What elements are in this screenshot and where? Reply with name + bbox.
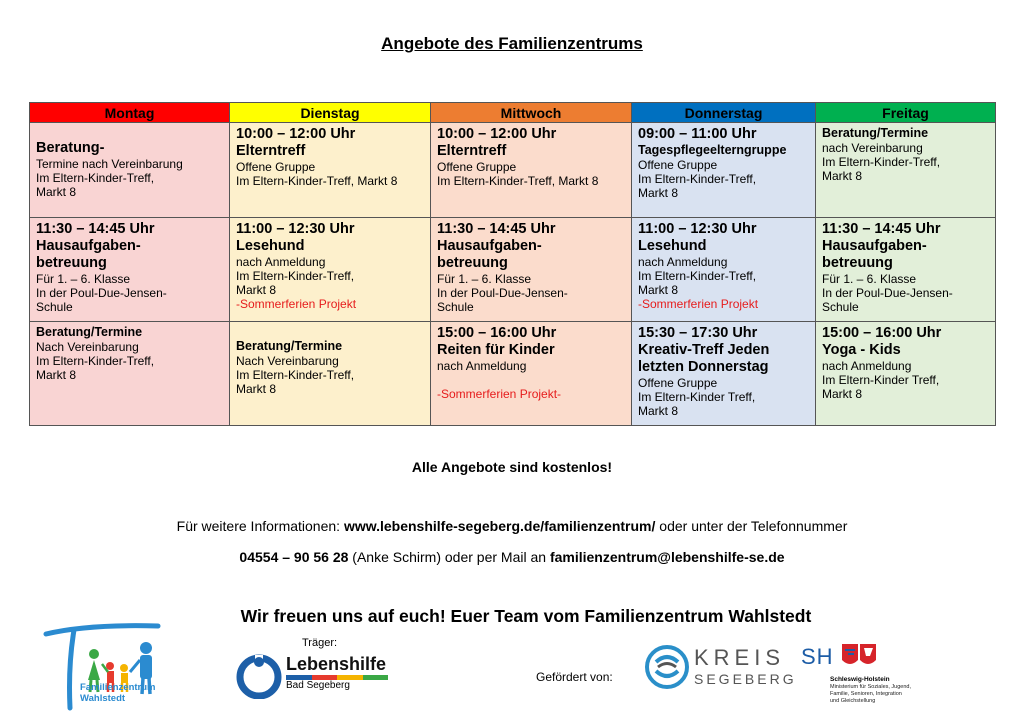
sh-ministry-line-1: Ministerium für Soziales, Jugend, <box>830 684 912 690</box>
info-post: oder unter der Telefonnummer <box>655 518 848 534</box>
schedule-table <box>29 102 996 426</box>
cell-line: nach Anmeldung <box>822 359 912 373</box>
cell-line: 15:30 – 17:30 Uhr <box>638 325 758 341</box>
day-header-dienstag: Dienstag <box>230 103 431 123</box>
cell-line: Nach Vereinbarung <box>236 354 339 368</box>
email-link[interactable]: familienzentrum@lebenshilfe-se.de <box>549 549 785 565</box>
cell-line: Offene Gruppe <box>638 376 718 390</box>
schedule-cell <box>632 123 816 218</box>
schedule-cell <box>30 218 230 322</box>
lebenshilfe-name: Lebenshilfe <box>286 654 387 674</box>
sh-state-name: Schleswig-Holstein <box>830 676 890 683</box>
cell-line: Offene Gruppe <box>638 158 718 172</box>
cell-line: 11:30 – 14:45 Uhr <box>822 221 941 237</box>
cell-line: Elterntreff <box>437 143 507 159</box>
kreis-name: KREIS <box>694 645 786 670</box>
cell-line: Schule <box>36 300 73 314</box>
cell-line: Hausaufgaben- <box>437 238 542 254</box>
schedule-cell <box>431 218 632 322</box>
cell-line: In der Poul-Due-Jensen- <box>437 286 568 300</box>
cell-line: Im Eltern-Kinder Treff, <box>822 373 940 387</box>
cell-line: Markt 8 <box>638 186 679 200</box>
free-note: Alle Angebote sind kostenlos! <box>411 459 613 475</box>
cell-line: Markt 8 <box>236 382 277 396</box>
cell-spacer <box>437 373 625 387</box>
cell-line: 10:00 – 12:00 Uhr <box>236 126 356 142</box>
day-header-mittwoch: Mittwoch <box>431 103 632 123</box>
cell-spacer <box>36 126 223 140</box>
cell-line: Im Eltern-Kinder-Treff, <box>638 172 757 186</box>
schedule-cell <box>632 218 816 322</box>
cell-line: nach Anmeldung <box>638 255 728 269</box>
schedule-cell <box>816 322 996 426</box>
schedule-row <box>30 123 996 218</box>
cell-line: nach Anmeldung <box>437 359 527 373</box>
cell-line: Für 1. – 6. Klasse <box>437 272 532 286</box>
schedule-cell <box>230 218 431 322</box>
cell-line: Nach Vereinbarung <box>36 340 139 354</box>
info-pre: Für weitere Informationen: <box>176 518 344 534</box>
cell-line: nach Vereinbarung <box>822 141 923 155</box>
schedule-row <box>30 322 996 426</box>
cell-line: Im Eltern-Kinder-Treff, <box>236 269 355 283</box>
cell-line: Yoga - Kids <box>822 342 901 358</box>
schedule-cell <box>816 218 996 322</box>
fz-line-2: Wahlstedt <box>80 693 126 704</box>
cell-line: Offene Gruppe <box>236 160 316 174</box>
cell-line: 09:00 – 11:00 Uhr <box>638 126 757 142</box>
cell-line: 10:00 – 12:00 Uhr <box>437 126 557 142</box>
phone-number: 04554 – 90 56 28 <box>239 549 349 565</box>
schedule-cell <box>230 322 431 426</box>
cell-line: Im Eltern-Kinder-Treff, <box>822 155 941 169</box>
cell-line: Beratung/Termine <box>822 126 929 140</box>
sh-abbr: SH <box>801 644 834 669</box>
cell-line: Elterntreff <box>236 143 306 159</box>
schedule-row <box>30 218 996 322</box>
day-header-row <box>30 103 996 123</box>
cell-line: In der Poul-Due-Jensen- <box>36 286 167 300</box>
cell-line: Kreativ-Treff Jeden <box>638 342 770 358</box>
cell-line: 11:30 – 14:45 Uhr <box>36 221 155 237</box>
cell-line: Im Eltern-Kinder-Treff, <box>638 269 757 283</box>
cell-line: Lesehund <box>236 238 305 254</box>
cell-line: Für 1. – 6. Klasse <box>36 272 131 286</box>
cell-line: -Sommerferien Projekt <box>638 297 759 311</box>
cell-line: Hausaufgaben- <box>36 238 141 254</box>
cell-line: -Sommerferien Projekt- <box>437 387 562 401</box>
sh-crest-icon <box>840 642 880 670</box>
cell-line: Lesehund <box>638 238 707 254</box>
schedule-cell <box>30 322 230 426</box>
cell-line: Markt 8 <box>36 185 77 199</box>
cell-line: Markt 8 <box>236 283 277 297</box>
day-header-freitag: Freitag <box>816 103 996 123</box>
cell-line: Hausaufgaben- <box>822 238 927 254</box>
day-header-montag: Montag <box>30 103 230 123</box>
cell-line: Markt 8 <box>36 368 77 382</box>
cell-line: Beratung/Termine <box>236 339 343 353</box>
cell-line: Schule <box>437 300 474 314</box>
cell-line: Markt 8 <box>822 169 863 183</box>
cell-line: 11:30 – 14:45 Uhr <box>437 221 556 237</box>
cell-line: Markt 8 <box>822 387 863 401</box>
cell-line: Im Eltern-Kinder-Treff, Markt 8 <box>437 174 599 188</box>
schedule-cell <box>30 123 230 218</box>
familienzentrum-logo-text <box>80 682 156 704</box>
cell-spacer <box>236 325 424 339</box>
day-header-donnerstag: Donnerstag <box>632 103 816 123</box>
schedule-cell <box>816 123 996 218</box>
cell-line: Reiten für Kinder <box>437 342 555 358</box>
gefoerdert-label: Gefördert von: <box>536 670 613 684</box>
cell-line: Beratung- <box>36 140 105 156</box>
cell-line: Markt 8 <box>638 404 679 418</box>
schedule-cell <box>230 123 431 218</box>
cell-line: Für 1. – 6. Klasse <box>822 272 917 286</box>
cell-line: Im Eltern-Kinder-Treff, <box>36 171 155 185</box>
cell-line: Im Eltern-Kinder-Treff, <box>236 368 355 382</box>
sh-ministry-line-3: und Gleichstellung <box>830 698 876 704</box>
sh-ministry <box>830 684 911 705</box>
cell-line: Tagespflegeelterngruppe <box>638 143 787 157</box>
lebenshilfe-sub: Bad Segeberg <box>286 680 350 691</box>
info-line-2 <box>0 549 1024 565</box>
traeger-label: Träger: <box>302 637 338 649</box>
cell-line: Beratung/Termine <box>36 325 143 339</box>
cell-line: Offene Gruppe <box>437 160 517 174</box>
cell-line: 15:00 – 16:00 Uhr <box>822 325 942 341</box>
cell-line: Im Eltern-Kinder Treff, <box>638 390 756 404</box>
info-line-1 <box>0 518 1024 534</box>
cell-line: Markt 8 <box>638 283 679 297</box>
cell-line: Termine nach Vereinbarung <box>36 157 183 171</box>
cell-line: 15:00 – 16:00 Uhr <box>437 325 557 341</box>
info-url-link[interactable]: www.lebenshilfe-segeberg.de/familienzentrum/ <box>343 518 656 534</box>
cell-line: betreuung <box>437 255 508 271</box>
cell-line: In der Poul-Due-Jensen- <box>822 286 953 300</box>
fz-line-1: Familienzentrum <box>80 682 156 693</box>
cell-line: 11:00 – 12:30 Uhr <box>236 221 355 237</box>
cell-line: Schule <box>822 300 859 314</box>
cell-line: nach Anmeldung <box>236 255 326 269</box>
kreis-sub: SEGEBERG <box>694 671 797 687</box>
schedule-body <box>30 123 996 426</box>
contact-person: (Anke Schirm) oder per Mail an <box>348 549 550 565</box>
lebenshilfe-logo-icon <box>236 653 282 699</box>
kreis-segeberg-logo-icon <box>644 644 690 690</box>
closing-text: Wir freuen uns auf euch! Euer Team vom Familienzentrum Wahlstedt <box>240 606 812 626</box>
sh-ministry-line-2: Familie, Senioren, Integration <box>830 691 902 697</box>
schedule-cell <box>632 322 816 426</box>
cell-line: 11:00 – 12:30 Uhr <box>638 221 757 237</box>
cell-line: Im Eltern-Kinder-Treff, <box>36 354 155 368</box>
cell-line: betreuung <box>36 255 107 271</box>
cell-line: -Sommerferien Projekt <box>236 297 357 311</box>
cell-line: betreuung <box>822 255 893 271</box>
cell-line: letzten Donnerstag <box>638 359 769 375</box>
schedule-cell <box>431 322 632 426</box>
cell-line: Im Eltern-Kinder-Treff, Markt 8 <box>236 174 398 188</box>
page-title: Angebote des Familienzentrums <box>381 34 643 53</box>
schedule-cell <box>431 123 632 218</box>
